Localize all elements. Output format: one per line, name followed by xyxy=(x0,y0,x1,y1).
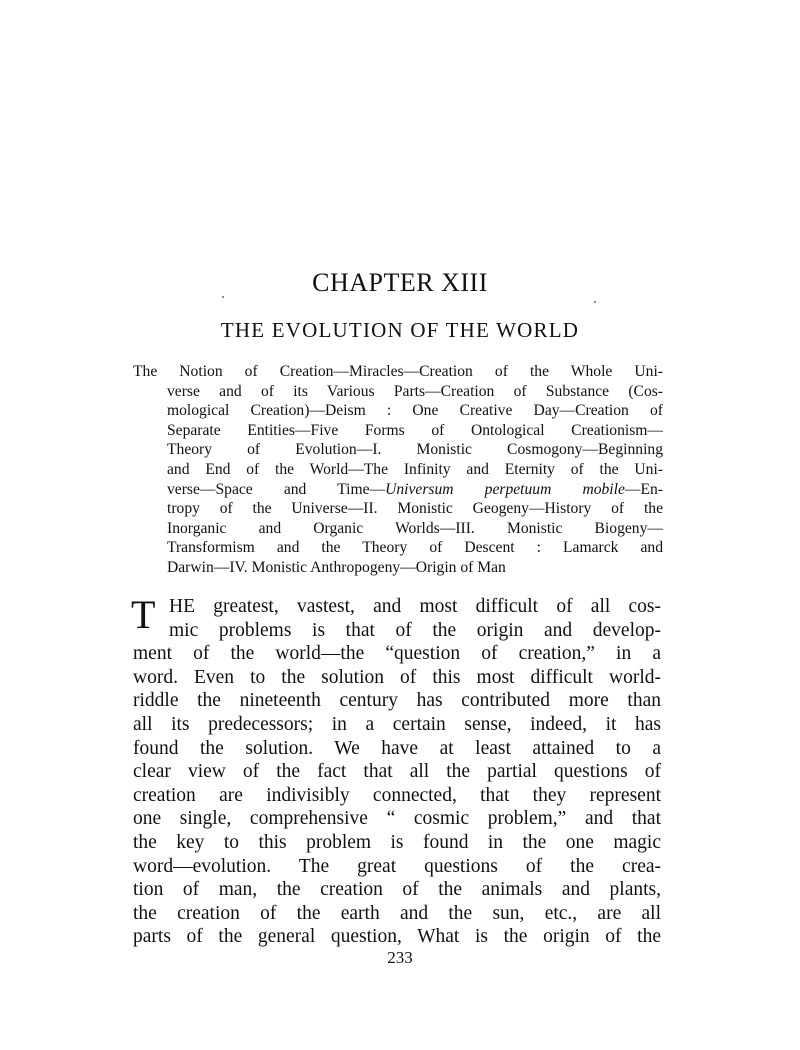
synopsis-line: Darwin—IV. Monistic Anthropogeny—Origin of Man xyxy=(167,558,506,576)
body-line: the key to this problem is found in the one magic xyxy=(133,831,661,853)
drop-cap: T xyxy=(131,592,156,637)
synopsis-line xyxy=(133,480,663,500)
body-line: found the solution. We have at least attained to a xyxy=(133,737,661,759)
body-paragraph xyxy=(131,592,661,949)
chapter-subtitle: THE EVOLUTION OF THE WORLD xyxy=(220,318,580,342)
body-line: clear view of the fact that all the partial questions of xyxy=(133,761,661,783)
synopsis-line: Separate Entities—Five Forms of Ontological Creationism— xyxy=(167,421,663,439)
synopsis-text: —En- xyxy=(624,480,663,498)
synopsis-line: mological Creation)—Deism : One Creative Day—Creation of xyxy=(167,402,663,420)
chapter-synopsis xyxy=(133,362,663,578)
synopsis-line: verse and of its Various Parts—Creation of Substance (Cos- xyxy=(167,382,663,400)
synopsis-line: tropy of the Universe—II. Monistic Geogeny—History of the xyxy=(167,500,663,518)
body-line: word. Even to the solution of this most difficult world- xyxy=(133,666,661,688)
body-line: word—evolution. The great questions of the crea- xyxy=(133,855,661,877)
synopsis-italic-phrase: Universum perpetuum mobile xyxy=(385,480,625,498)
print-speck xyxy=(594,301,596,303)
body-line: riddle the nineteenth century has contributed more than xyxy=(133,690,661,712)
body-line: the creation of the earth and the sun, etc., are all xyxy=(133,902,661,924)
synopsis-line: Transformism and the Theory of Descent : Lamarck and xyxy=(167,539,663,557)
body-line: mic problems is that of the origin and develop- xyxy=(169,619,661,641)
synopsis-line: Inorganic and Organic Worlds—III. Monistic Biogeny— xyxy=(167,519,663,537)
body-line: tion of man, the creation of the animals and plants, xyxy=(133,879,661,901)
synopsis-line: Theory of Evolution—I. Monistic Cosmogony—Beginning xyxy=(167,441,663,459)
synopsis-text: verse—Space and Time— xyxy=(167,480,386,498)
body-line: one single, comprehensive “ cosmic problem,” and that xyxy=(133,808,661,830)
body-line: ment of the world—the “question of creation,” in a xyxy=(133,643,661,665)
page-number: 233 xyxy=(387,948,413,967)
body-line: creation are indivisibly connected, that they represent xyxy=(133,784,661,806)
body-line: parts of the general question, What is the origin of the xyxy=(133,926,661,948)
body-line: all its predecessors; in a certain sense, indeed, it has xyxy=(133,713,661,735)
chapter-title: CHAPTER XIII xyxy=(312,268,488,297)
synopsis-line: and End of the World—The Infinity and Eternity of the Uni- xyxy=(167,460,663,478)
body-line: HE greatest, vastest, and most difficult of all cos- xyxy=(169,596,661,617)
synopsis-line: The Notion of Creation—Miracles—Creation of the Whole Uni- xyxy=(133,363,663,380)
